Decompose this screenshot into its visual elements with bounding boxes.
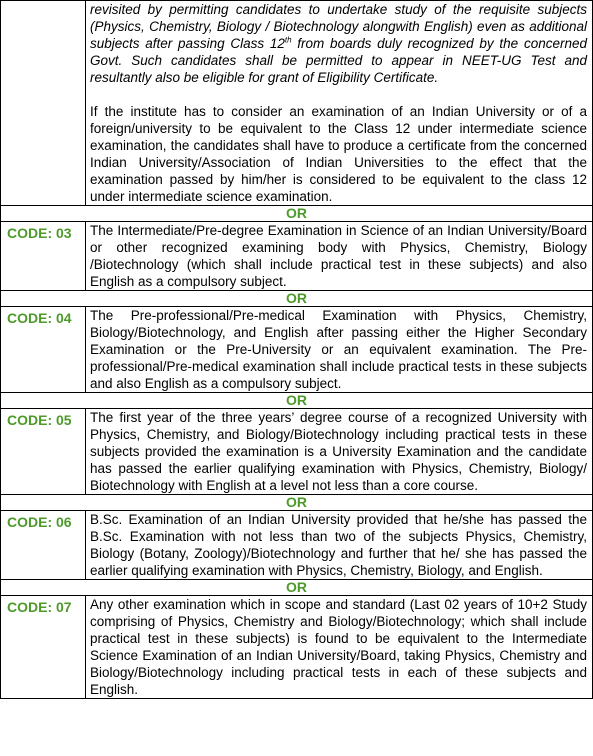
code-cell bbox=[1, 222, 86, 291]
code-body-cell bbox=[86, 511, 593, 580]
intro-italic-text-1: revisited by permitting candidates to undertake study of the requisite subjects (Physics, Chemistry, Biology / Biotechnology alongwith English) even as additional subjects after passing Class 12 bbox=[90, 2, 587, 51]
code-body-cell bbox=[86, 307, 593, 393]
code-text: Any other examination which in scope and standard (Last 02 years of 10+2 Study comprising of Physics, Chemistry and Biology/Biotechnology; which shall include practical test in these subjects) is found to be equivalent to the Intermediate Science Examination of an Indian University/Board, taking Physics, Chemistry and Biology/Biotechnology including practical tests in each of these subjects and English. bbox=[90, 597, 587, 697]
intro-superscript: th bbox=[284, 35, 292, 45]
code-cell bbox=[1, 409, 86, 495]
code-cell bbox=[1, 596, 86, 699]
code-label: CODE: 07 bbox=[7, 599, 72, 615]
code-text: B.Sc. Examination of an Indian University provided that he/she has passed the B.Sc. Examination with not less than two of the subjects Physics, Chemistry, Biology (Botany, Zoology)/Biotechnology and further that he/ she has passed the earlier qualifying examination with Physics, Chemistry, Biology, and English. bbox=[90, 512, 587, 578]
code-label: CODE: 06 bbox=[7, 514, 72, 530]
intro-row bbox=[1, 1, 593, 206]
code-row-07 bbox=[1, 596, 593, 699]
code-row-05 bbox=[1, 409, 593, 495]
code-row-06 bbox=[1, 511, 593, 580]
or-separator: OR bbox=[1, 393, 593, 409]
or-separator: OR bbox=[1, 291, 593, 307]
intro-italic-paragraph bbox=[90, 1, 587, 86]
intro-italic-text-2: from boards duly recognized by the concerned Govt. Such candidates shall be permitted to appear in NEET-UG Test and resultantly also be eligible for grant of Eligibility Certificate. bbox=[90, 36, 587, 85]
intro-paragraph: If the institute has to consider an examination of an Indian University or of a foreign/university to be equivalent to the Class 12 under intermediate science examination, the candidates shall have to produce a certificate from the concerned Indian University/Association of Indian Universities to the effect that the examination passed by him/her is considered to be equivalent to the class 12 under intermediate science examination. bbox=[90, 104, 587, 204]
code-label: CODE: 03 bbox=[7, 225, 72, 241]
code-text: The Intermediate/Pre-degree Examination in Science of an Indian University/Board or other recognized examining body with Physics, Chemistry, Biology /Biotechnology (which shall include practical test in these subjects) and also English as a compulsory subject. bbox=[90, 223, 587, 289]
or-separator: OR bbox=[1, 206, 593, 222]
code-text: The Pre-professional/Pre-medical Examination with Physics, Chemistry, Biology/Biotechnology, and English after passing either the Higher Secondary Examination or the Pre-University or an equivalent examination. The Pre-professional/Pre-medical examination shall include practical tests in these subjects and also English as a compulsory subject. bbox=[90, 308, 587, 391]
code-body-cell bbox=[86, 409, 593, 495]
intro-body-cell bbox=[86, 1, 593, 206]
code-row-03 bbox=[1, 222, 593, 291]
code-body-cell bbox=[86, 596, 593, 699]
code-text: The first year of the three years’ degree course of a recognized University with Physics, Chemistry, and Biology/Biotechnology including practical tests in these subjects provided the examination is a University Examination and the candidate has passed the earlier qualifying examination with Physics, Chemistry, Biology/ Biotechnology with English at a level not less than a core course. bbox=[90, 410, 587, 493]
code-row-04 bbox=[1, 307, 593, 393]
code-cell bbox=[1, 307, 86, 393]
or-separator: OR bbox=[1, 495, 593, 511]
code-cell bbox=[1, 511, 86, 580]
code-label: CODE: 05 bbox=[7, 412, 72, 428]
intro-code-cell bbox=[1, 1, 86, 206]
code-body-cell bbox=[86, 222, 593, 291]
or-separator: OR bbox=[1, 580, 593, 596]
code-label: CODE: 04 bbox=[7, 310, 72, 326]
